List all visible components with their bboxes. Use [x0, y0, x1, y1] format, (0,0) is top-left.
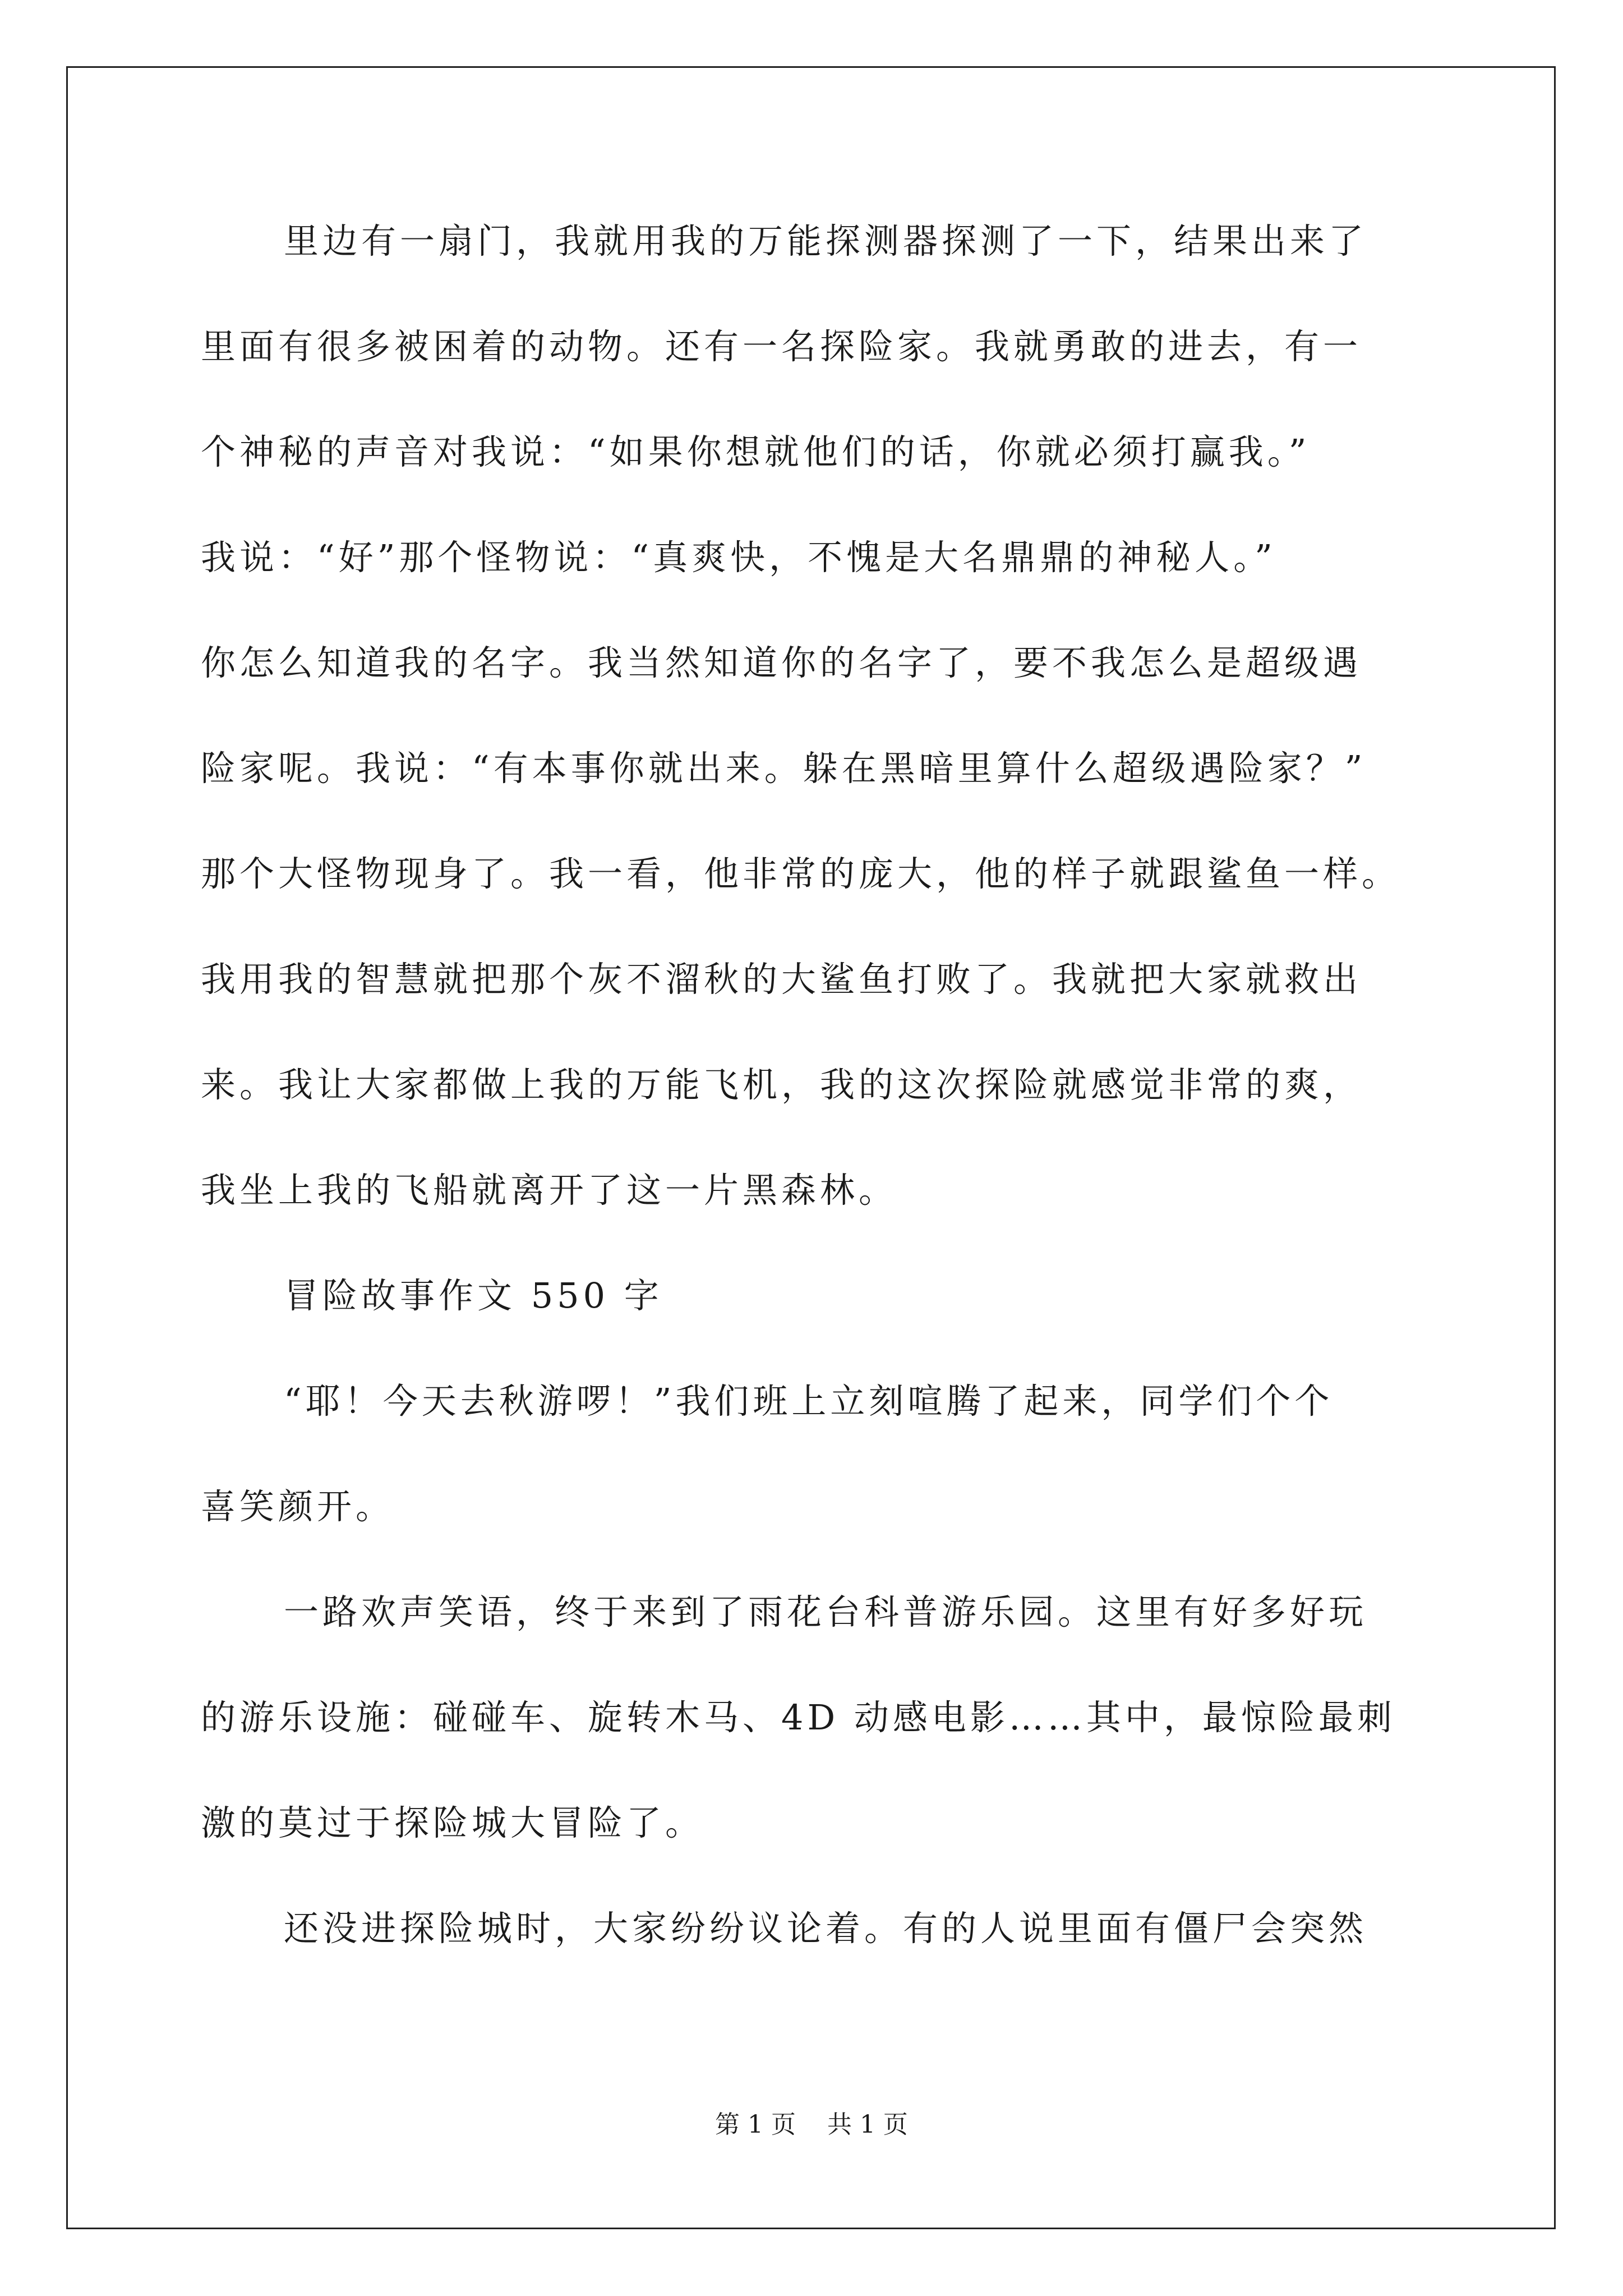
page-footer: 第 1 页 共 1 页	[715, 2110, 908, 2139]
text-line: 险家呢。我说：“有本事你就出来。躲在黑暗里算什么超级遇险家？”	[201, 748, 1367, 789]
text-line: 喜笑颜开。	[201, 1486, 395, 1527]
text-line: 里边有一扇门，我就用我的万能探测器探测了一下，结果出来了	[284, 220, 1368, 261]
text-line: 还没进探险城时，大家纷纷议论着。有的人说里面有僵尸会突然	[284, 1908, 1368, 1949]
text-line: “耶！今天去秋游啰！”我们班上立刻喧腾了起来，同学们个个	[284, 1381, 1334, 1421]
text-line: 我用我的智慧就把那个灰不溜秋的大鲨鱼打败了。我就把大家就救出	[201, 959, 1362, 1000]
text-line: 那个大怪物现身了。我一看，他非常的庞大，他的样子就跟鲨鱼一样。	[201, 853, 1401, 894]
text-line: 一路欢声笑语，终于来到了雨花台科普游乐园。这里有好多好玩	[284, 1591, 1368, 1632]
text-line: 个神秘的声音对我说：“如果你想就他们的话，你就必须打赢我。”	[201, 431, 1311, 472]
text-line: 我坐上我的飞船就离开了这一片黑森林。	[201, 1170, 898, 1211]
text-line: 来。我让大家都做上我的万能飞机，我的这次探险就感觉非常的爽，	[201, 1064, 1362, 1105]
document-body	[201, 202, 1435, 1995]
text-line: 我说：“好”那个怪物说：“真爽快，不愧是大名鼎鼎的神秘人。”	[201, 537, 1276, 578]
text-line: 里面有很多被困着的动物。还有一名探险家。我就勇敢的进去，有一	[201, 326, 1362, 367]
text-line: 的游乐设施：碰碰车、旋转木马、4D 动感电影……其中，最惊险最刺	[201, 1697, 1396, 1738]
text-line: 激的莫过于探险城大冒险了。	[201, 1802, 704, 1843]
text-line: 你怎么知道我的名字。我当然知道你的名字了，要不我怎么是超级遇	[201, 642, 1362, 683]
section-heading: 冒险故事作文 550 字	[284, 1275, 663, 1316]
